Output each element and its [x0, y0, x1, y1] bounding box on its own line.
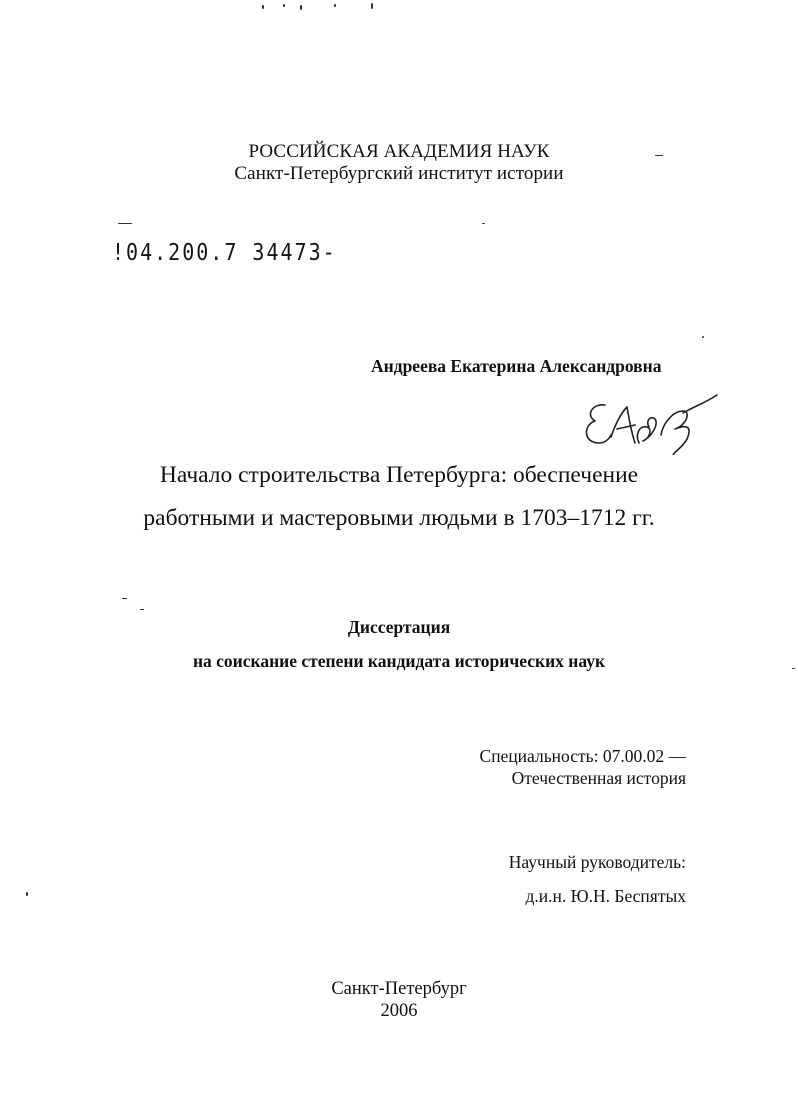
footer-year: 2006	[380, 1001, 418, 1021]
scan-speck	[262, 5, 264, 9]
institute-name: Санкт-Петербургский институт истории	[234, 163, 564, 184]
scan-speck	[122, 598, 127, 599]
archive-code-stamp: !04.200.7 34473-	[112, 238, 337, 266]
scan-speck	[371, 3, 373, 9]
academy-name: РОССИЙСКАЯ АКАДЕМИЯ НАУК	[248, 141, 550, 162]
handwritten-signature	[575, 385, 725, 455]
scan-speck	[283, 4, 285, 7]
scan-speck	[118, 223, 132, 224]
specialty-name: Отечественная история	[511, 768, 686, 788]
scan-speck	[334, 4, 336, 7]
thesis-title-line-1: Начало строительства Петербурга: обеспечение	[159, 462, 639, 488]
scan-speck	[482, 223, 485, 224]
scan-speck	[702, 336, 704, 338]
scan-speck	[26, 892, 28, 896]
scan-speck	[300, 5, 302, 10]
author-name: Андреева Екатерина Александровна	[371, 356, 662, 376]
specialty-code: Специальность: 07.00.02 —	[479, 746, 686, 766]
work-type-label: Диссертация	[347, 617, 451, 637]
thesis-title-line-2: работными и мастеровыми людьми в 1703–1712 гг.	[143, 505, 655, 531]
degree-description: на соискание степени кандидата исторических наук	[192, 651, 606, 671]
supervisor-name: д.и.н. Ю.Н. Беспятых	[525, 886, 686, 906]
footer-city: Санкт-Петербург	[331, 979, 467, 999]
supervisor-label: Научный руководитель:	[508, 852, 686, 872]
scan-speck	[140, 609, 144, 610]
